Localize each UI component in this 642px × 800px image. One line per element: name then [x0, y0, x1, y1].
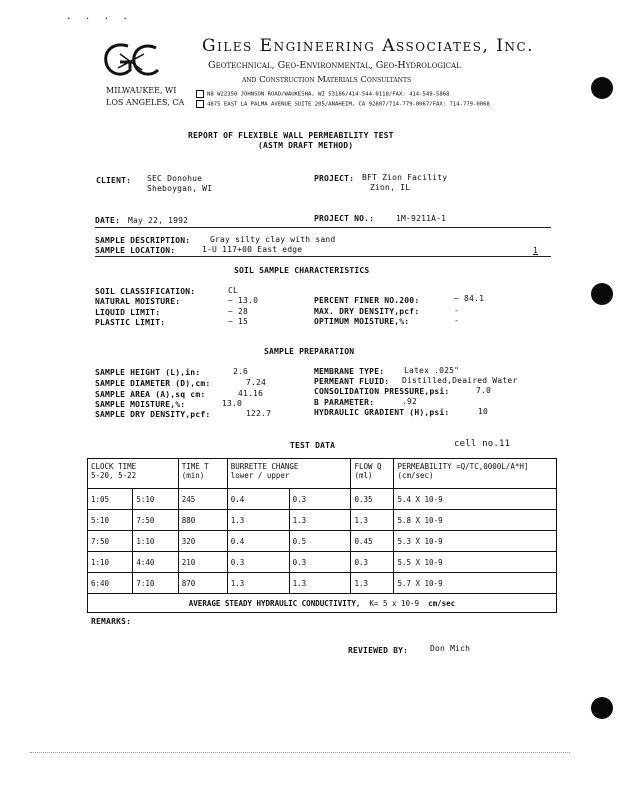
project-label: PROJECT:	[314, 174, 355, 183]
sample-area: 41.16	[238, 389, 264, 398]
sample-moisture: 13.0	[222, 399, 243, 408]
column-header: BURRETTE CHANGE lower / upper	[227, 459, 351, 489]
permeability: 5.8 X 10-9	[394, 510, 557, 531]
clock-start: 1:10	[88, 552, 133, 573]
office-city-los-angeles: LOS ANGELES, CA	[106, 98, 185, 107]
table-header-row	[88, 459, 557, 489]
liquid-limit: ~ 28	[228, 307, 249, 316]
prep-heading: SAMPLE PREPARATION	[264, 347, 355, 356]
clock-end: 7:50	[133, 510, 178, 531]
report-title: REPORT OF FLEXIBLE WALL PERMEABILITY TEST	[188, 131, 394, 140]
table-row	[88, 573, 557, 594]
office-address-text: N8 W22350 JOHNSON ROAD/WAUKESHA, WI 53186/414-544-0118/FAX: 414-549-5868	[207, 91, 450, 98]
sample-dry-density: 122.7	[246, 409, 272, 418]
sample-diameter-label: SAMPLE DIAMETER (D),cm:	[95, 379, 211, 388]
burette-lower: 0.4	[227, 489, 289, 510]
column-header: FLOW Q (ml)	[351, 459, 394, 489]
fax-marks: . . . .	[66, 12, 132, 22]
test-data-table	[87, 458, 557, 613]
company-tagline-1: Geotechnical, Geo-Environmental, Geo-Hydrological	[208, 60, 461, 71]
hydraulic-gradient-label: HYDRAULIC GRADIENT (H),psi:	[314, 408, 450, 417]
average-row	[88, 594, 557, 613]
project-no-value: 1M-9211A-1	[396, 214, 447, 223]
burette-upper: 1.3	[289, 510, 351, 531]
date-label: DATE:	[95, 216, 121, 225]
table-row	[88, 531, 557, 552]
average-unit: cm/sec	[428, 598, 456, 608]
burette-upper: 1.3	[289, 573, 351, 594]
average-k: K= 5 x 10-9	[369, 598, 420, 608]
fax-footer-line	[30, 752, 570, 753]
reviewer-name: Don Mich	[430, 644, 471, 653]
percent-finer: ~ 84.1	[454, 294, 485, 303]
punch-hole	[591, 283, 613, 305]
table-row	[88, 489, 557, 510]
office-address-milwaukee	[196, 90, 449, 98]
remarks-label: REMARKS:	[91, 617, 132, 626]
permeant-fluid-label: PERMEANT FLUID:	[314, 377, 390, 386]
project-name: BFT Zion Facility	[362, 173, 448, 182]
optimum-moisture: -	[454, 316, 460, 325]
clock-start: 5:10	[88, 510, 133, 531]
time-min: 320	[178, 531, 227, 552]
burette-upper: 0.5	[289, 531, 351, 552]
office-address-text: 4875 EAST LA PALMA AVENUE SUITE 205/ANAHEIM, CA 92807/714-779-0067/FAX: 714-779-0068	[207, 101, 490, 108]
report-subtitle: (ASTM DRAFT METHOD)	[258, 141, 354, 150]
clock-end: 5:10	[133, 489, 178, 510]
project-no-label: PROJECT NO.:	[314, 214, 375, 223]
average-label: AVERAGE STEADY HYDRAULIC CONDUCTIVITY,	[188, 598, 361, 608]
clock-start: 6:40	[88, 573, 133, 594]
permeability: 5.7 X 10-9	[394, 573, 557, 594]
clock-end: 4:40	[133, 552, 178, 573]
membrane-type-label: MEMBRANE TYPE:	[314, 367, 385, 376]
optimum-moisture-label: OPTIMUM MOISTURE,%:	[314, 317, 410, 326]
soil-classification-label: SOIL CLASSIFICATION:	[95, 287, 196, 296]
client-name: SEC Donohue	[147, 174, 203, 183]
hydraulic-gradient: 10	[478, 407, 489, 416]
cell-number: cell no.11	[454, 439, 511, 449]
company-tagline-2: and Construction Materials Consultants	[242, 75, 412, 85]
burette-lower: 1.3	[227, 573, 289, 594]
company-name: Giles Engineering Associates, Inc.	[202, 36, 535, 56]
time-min: 245	[178, 489, 227, 510]
flow-ml: 1.3	[351, 573, 394, 594]
column-header: TIME T (min)	[178, 459, 227, 489]
office-checkbox	[196, 90, 204, 98]
time-min: 210	[178, 552, 227, 573]
sample-description-label: SAMPLE DESCRIPTION:	[95, 236, 191, 245]
soil-heading: SOIL SAMPLE CHARACTERISTICS	[234, 266, 370, 275]
max-dry-density: -	[454, 306, 460, 315]
test-data-heading: TEST DATA	[290, 441, 336, 450]
membrane-type: Latex .025"	[404, 366, 460, 375]
date-divider	[95, 227, 551, 228]
burette-lower: 1.3	[227, 510, 289, 531]
burette-upper: 0.3	[289, 552, 351, 573]
clock-end: 1:10	[133, 531, 178, 552]
office-checkbox	[196, 100, 204, 108]
percent-finer-label: PERCENT FINER NO.200:	[314, 296, 420, 305]
b-parameter: .92	[402, 397, 418, 406]
sample-diameter: 7.24	[246, 378, 267, 387]
sample-mark: 1	[533, 246, 539, 255]
sample-divider	[95, 256, 551, 257]
clock-start: 7:50	[88, 531, 133, 552]
punch-hole	[591, 77, 613, 99]
b-parameter-label: B PARAMETER:	[314, 398, 375, 407]
sample-moisture-label: SAMPLE MOISTURE,%:	[95, 400, 186, 409]
project-city: Zion, IL	[370, 183, 411, 192]
liquid-limit-label: LIQUID LIMIT:	[95, 308, 161, 317]
column-header: PERMEABILITY =Q/TC,0000L/A*H] (cm/sec)	[394, 459, 557, 489]
sample-location: 1-U 117+00 East edge	[202, 245, 303, 254]
permeability: 5.3 X 10-9	[394, 531, 557, 552]
soil-classification: CL	[228, 286, 239, 295]
plastic-limit: ~ 15	[228, 317, 249, 326]
clock-end: 7:10	[133, 573, 178, 594]
permeability: 5.5 X 10-9	[394, 552, 557, 573]
flow-ml: 0.35	[351, 489, 394, 510]
column-header: CLOCK TIME 5-20, 5-22	[88, 459, 179, 489]
consolidation-pressure-label: CONSOLIDATION PRESSURE,psi:	[314, 387, 450, 396]
client-city: Sheboygan, WI	[147, 184, 213, 193]
reviewed-by-label: REVIEWED BY:	[348, 646, 409, 655]
natural-moisture-label: NATURAL MOISTURE:	[95, 297, 181, 306]
burette-upper: 0.3	[289, 489, 351, 510]
permeability: 5.4 X 10-9	[394, 489, 557, 510]
client-label: CLIENT:	[96, 176, 132, 185]
table-row	[88, 510, 557, 531]
burette-lower: 0.4	[227, 531, 289, 552]
company-logo	[100, 40, 162, 84]
permeant-fluid: Distilled,Deaired Water	[402, 376, 518, 385]
flow-ml: 0.45	[351, 531, 394, 552]
punch-hole	[591, 697, 613, 719]
sample-area-label: SAMPLE AREA (A),sq cm:	[95, 390, 206, 399]
sample-location-label: SAMPLE LOCATION:	[95, 246, 176, 255]
plastic-limit-label: PLASTIC LIMIT:	[95, 318, 166, 327]
sample-description: Gray silty clay with sand	[210, 235, 336, 244]
clock-start: 1:05	[88, 489, 133, 510]
office-city-milwaukee: MILWAUKEE, WI	[106, 86, 177, 95]
time-min: 870	[178, 573, 227, 594]
burette-lower: 0.3	[227, 552, 289, 573]
flow-ml: 1.3	[351, 510, 394, 531]
time-min: 880	[178, 510, 227, 531]
sample-height-label: SAMPLE HEIGHT (L),in:	[95, 368, 201, 377]
sample-height: 2.6	[233, 367, 249, 376]
natural-moisture: ~ 13.0	[228, 296, 259, 305]
date-value: May 22, 1992	[128, 216, 189, 225]
office-address-anaheim	[196, 100, 490, 108]
consolidation-pressure: 7.0	[476, 386, 492, 395]
max-dry-density-label: MAX. DRY DENSITY,pcf:	[314, 307, 420, 316]
table-row	[88, 552, 557, 573]
flow-ml: 0.3	[351, 552, 394, 573]
sample-dry-density-label: SAMPLE DRY DENSITY,pcf:	[95, 410, 211, 419]
average-conductivity	[88, 594, 557, 613]
